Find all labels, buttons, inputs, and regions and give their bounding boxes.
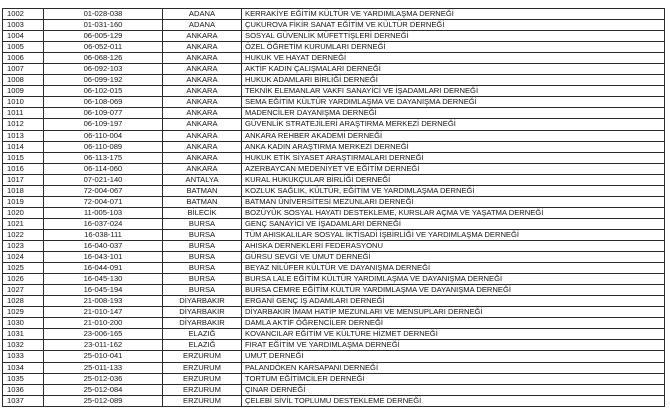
table-row xyxy=(3,130,665,141)
city-cell: BURSA xyxy=(163,240,242,251)
row-number-cell: 1031 xyxy=(3,329,44,340)
row-number-cell: 1016 xyxy=(3,163,44,174)
association-table-body xyxy=(3,9,665,407)
registry-code-cell: 23-011-162 xyxy=(44,340,163,351)
row-number-cell: 1030 xyxy=(3,318,44,329)
row-number-cell: 1025 xyxy=(3,263,44,274)
registry-code-cell: 23-006-165 xyxy=(44,329,163,340)
registry-code-cell: 07-021-140 xyxy=(44,174,163,185)
registry-code-cell: 25-010-041 xyxy=(44,351,163,362)
city-cell: ANKARA xyxy=(163,152,242,163)
association-name-cell: BOZÜYÜK SOSYAL HAYATI DESTEKLEME, KURSLAR AÇMA VE YAŞATMA DERNEĞİ xyxy=(242,207,665,218)
association-name-cell: ÇINAR DERNEĞİ xyxy=(242,384,665,395)
row-number-cell: 1021 xyxy=(3,218,44,229)
city-cell: ELAZIĞ xyxy=(163,340,242,351)
registry-code-cell: 06-114-060 xyxy=(44,163,163,174)
city-cell: ANKARA xyxy=(163,86,242,97)
association-name-cell: AHISKA DERNEKLERİ FEDERASYONU xyxy=(242,240,665,251)
city-cell: ANKARA xyxy=(163,42,242,53)
city-cell: ANKARA xyxy=(163,75,242,86)
city-cell: ERZURUM xyxy=(163,351,242,362)
table-row xyxy=(3,218,665,229)
registry-code-cell: 16-038-111 xyxy=(44,229,163,240)
table-row xyxy=(3,86,665,97)
association-name-cell: DİYARBAKIR İMAM HATİP MEZUNLARI VE MENSUPLARI DERNEĞİ xyxy=(242,307,665,318)
registry-code-cell: 25-012-089 xyxy=(44,395,163,406)
city-cell: ELAZIĞ xyxy=(163,329,242,340)
table-row xyxy=(3,185,665,196)
association-name-cell: TEKNİK ELEMANLAR VAKFI SANAYİCİ VE İŞADAMLARI DERNEĞİ xyxy=(242,86,665,97)
row-number-cell: 1033 xyxy=(3,351,44,362)
registry-code-cell: 16-045-130 xyxy=(44,274,163,285)
table-row xyxy=(3,285,665,296)
association-name-cell: HUKUK ETİK SİYASET ARAŞTIRMALARI DERNEĞİ xyxy=(242,152,665,163)
row-number-cell: 1022 xyxy=(3,229,44,240)
row-number-cell: 1034 xyxy=(3,362,44,373)
city-cell: ADANA xyxy=(163,9,242,20)
table-row xyxy=(3,9,665,20)
table-row xyxy=(3,20,665,31)
row-number-cell: 1008 xyxy=(3,75,44,86)
registry-code-cell: 06-092-103 xyxy=(44,64,163,75)
association-list-document xyxy=(2,8,664,407)
association-name-cell: HUKUK VE HAYAT DERNEĞİ xyxy=(242,53,665,64)
row-number-cell: 1019 xyxy=(3,196,44,207)
table-row xyxy=(3,42,665,53)
row-number-cell: 1028 xyxy=(3,296,44,307)
table-row xyxy=(3,141,665,152)
row-number-cell: 1026 xyxy=(3,274,44,285)
city-cell: ERZURUM xyxy=(163,362,242,373)
city-cell: ADANA xyxy=(163,20,242,31)
row-number-cell: 1029 xyxy=(3,307,44,318)
city-cell: BURSA xyxy=(163,229,242,240)
registry-code-cell: 25-012-084 xyxy=(44,384,163,395)
association-name-cell: FIRAT EĞİTİM VE YARDIMLAŞMA DERNEĞİ xyxy=(242,340,665,351)
table-row xyxy=(3,329,665,340)
table-row xyxy=(3,108,665,119)
city-cell: ANKARA xyxy=(163,163,242,174)
row-number-cell: 1032 xyxy=(3,340,44,351)
city-cell: ERZURUM xyxy=(163,373,242,384)
association-name-cell: ANKARA REHBER AKADEMİ DERNEĞİ xyxy=(242,130,665,141)
registry-code-cell: 06-068-126 xyxy=(44,53,163,64)
table-row xyxy=(3,174,665,185)
table-row xyxy=(3,252,665,263)
registry-code-cell: 06-005-129 xyxy=(44,31,163,42)
association-name-cell: AKTİF KADIN ÇALIŞMALARI DERNEĞİ xyxy=(242,64,665,75)
row-number-cell: 1013 xyxy=(3,130,44,141)
registry-code-cell: 21-010-147 xyxy=(44,307,163,318)
table-row xyxy=(3,207,665,218)
table-row xyxy=(3,64,665,75)
city-cell: BURSA xyxy=(163,252,242,263)
table-row xyxy=(3,373,665,384)
city-cell: BİLECİK xyxy=(163,207,242,218)
table-row xyxy=(3,362,665,373)
city-cell: ANTALYA xyxy=(163,174,242,185)
city-cell: ANKARA xyxy=(163,141,242,152)
row-number-cell: 1020 xyxy=(3,207,44,218)
registry-code-cell: 06-102-015 xyxy=(44,86,163,97)
row-number-cell: 1014 xyxy=(3,141,44,152)
row-number-cell: 1037 xyxy=(3,395,44,406)
table-row xyxy=(3,152,665,163)
city-cell: BATMAN xyxy=(163,196,242,207)
city-cell: ANKARA xyxy=(163,119,242,130)
association-name-cell: KERRAKİYE EĞİTİM KÜLTÜR VE YARDIMLAŞMA DERNEĞİ xyxy=(242,9,665,20)
association-name-cell: KOVANCILAR EĞİTİM VE KÜLTÜRE HİZMET DERNEĞİ xyxy=(242,329,665,340)
association-name-cell: ANKA KADIN ARAŞTIRMA MERKEZİ DERNEĞİ xyxy=(242,141,665,152)
city-cell: BURSA xyxy=(163,274,242,285)
association-name-cell: PALANDÖKEN KARSAPANI DERNEĞİ xyxy=(242,362,665,373)
association-name-cell: KOZLUK SAĞLIK, KÜLTÜR, EĞİTİM VE YARDIMLAŞMA DERNEĞİ xyxy=(242,185,665,196)
city-cell: ANKARA xyxy=(163,31,242,42)
association-name-cell: GÜRSU SEVGİ VE UMUT DERNEĞİ xyxy=(242,252,665,263)
association-name-cell: BEYAZ NİLÜFER KÜLTÜR VE DAYANIŞMA DERNEĞİ xyxy=(242,263,665,274)
city-cell: ERZURUM xyxy=(163,395,242,406)
registry-code-cell: 21-008-193 xyxy=(44,296,163,307)
registry-code-cell: 01-031-160 xyxy=(44,20,163,31)
table-row xyxy=(3,384,665,395)
association-name-cell: KURAL HUKUKÇULAR BİRLİĞİ DERNEĞİ xyxy=(242,174,665,185)
table-row xyxy=(3,75,665,86)
city-cell: ANKARA xyxy=(163,130,242,141)
association-name-cell: ERGANİ GENÇ İŞ ADAMLARI DERNEĞİ xyxy=(242,296,665,307)
row-number-cell: 1007 xyxy=(3,64,44,75)
association-name-cell: GÜVENLİK STRATEJİLERİ ARAŞTIRMA MERKEZİ DERNEĞİ xyxy=(242,119,665,130)
table-row xyxy=(3,163,665,174)
row-number-cell: 1011 xyxy=(3,108,44,119)
association-table xyxy=(2,8,665,407)
row-number-cell: 1012 xyxy=(3,119,44,130)
registry-code-cell: 06-052-011 xyxy=(44,42,163,53)
row-number-cell: 1009 xyxy=(3,86,44,97)
table-row xyxy=(3,229,665,240)
association-name-cell: BURSA CEMRE EĞİTİM KÜLTÜR YARDIMLAŞMA VE DAYANIŞMA DERNEĞİ xyxy=(242,285,665,296)
row-number-cell: 1002 xyxy=(3,9,44,20)
association-name-cell: DAMLA AKTİF ÖĞRENCİLER DERNEĞİ xyxy=(242,318,665,329)
registry-code-cell: 11-005-103 xyxy=(44,207,163,218)
city-cell: ANKARA xyxy=(163,108,242,119)
row-number-cell: 1035 xyxy=(3,373,44,384)
registry-code-cell: 16-040-037 xyxy=(44,240,163,251)
registry-code-cell: 06-109-077 xyxy=(44,108,163,119)
association-name-cell: ÇUKUROVA FİKİR SANAT EĞİTİM VE KÜLTÜR DERNEĞİ xyxy=(242,20,665,31)
city-cell: ERZURUM xyxy=(163,384,242,395)
association-name-cell: MADENCİLER DAYANIŞMA DERNEĞİ xyxy=(242,108,665,119)
city-cell: DİYARBAKIR xyxy=(163,318,242,329)
row-number-cell: 1027 xyxy=(3,285,44,296)
registry-code-cell: 01-028-038 xyxy=(44,9,163,20)
registry-code-cell: 16-043-101 xyxy=(44,252,163,263)
table-row xyxy=(3,340,665,351)
association-name-cell: SOSYAL GÜVENLİK MÜFETTİŞLERİ DERNEĞİ xyxy=(242,31,665,42)
table-row xyxy=(3,53,665,64)
city-cell: ANKARA xyxy=(163,64,242,75)
city-cell: BATMAN xyxy=(163,185,242,196)
city-cell: DİYARBAKIR xyxy=(163,296,242,307)
table-row xyxy=(3,296,665,307)
association-name-cell: UMUT DERNEĞİ xyxy=(242,351,665,362)
table-row xyxy=(3,395,665,406)
city-cell: ANKARA xyxy=(163,97,242,108)
registry-code-cell: 06-108-069 xyxy=(44,97,163,108)
association-name-cell: GENÇ SANAYİCİ VE İŞADAMLARI DERNEĞİ xyxy=(242,218,665,229)
table-row xyxy=(3,240,665,251)
table-row xyxy=(3,307,665,318)
row-number-cell: 1006 xyxy=(3,53,44,64)
row-number-cell: 1015 xyxy=(3,152,44,163)
table-row xyxy=(3,318,665,329)
city-cell: DİYARBAKIR xyxy=(163,307,242,318)
association-name-cell: SEMA EĞİTİM KÜLTÜR YARDIMLAŞMA VE DAYANIŞMA DERNEĞİ xyxy=(242,97,665,108)
registry-code-cell: 21-010-200 xyxy=(44,318,163,329)
table-row xyxy=(3,31,665,42)
association-name-cell: ÇELEBİ SİVİL TOPLUMU DESTEKLEME DERNEĞİ xyxy=(242,395,665,406)
row-number-cell: 1005 xyxy=(3,42,44,53)
row-number-cell: 1003 xyxy=(3,20,44,31)
row-number-cell: 1004 xyxy=(3,31,44,42)
registry-code-cell: 25-012-036 xyxy=(44,373,163,384)
association-name-cell: HUKUK ADAMLARI BİRLİĞİ DERNEĞİ xyxy=(242,75,665,86)
registry-code-cell: 72-004-067 xyxy=(44,185,163,196)
city-cell: BURSA xyxy=(163,218,242,229)
registry-code-cell: 16-037-024 xyxy=(44,218,163,229)
row-number-cell: 1018 xyxy=(3,185,44,196)
table-row xyxy=(3,97,665,108)
registry-code-cell: 16-044-091 xyxy=(44,263,163,274)
table-row xyxy=(3,274,665,285)
association-name-cell: ÖZEL ÖĞRETİM KURUMLARI DERNEĞİ xyxy=(242,42,665,53)
city-cell: BURSA xyxy=(163,285,242,296)
table-row xyxy=(3,263,665,274)
registry-code-cell: 06-109-197 xyxy=(44,119,163,130)
registry-code-cell: 06-113-175 xyxy=(44,152,163,163)
association-name-cell: TORTUM EĞİTİMCİLER DERNEĞİ xyxy=(242,373,665,384)
table-row xyxy=(3,119,665,130)
city-cell: BURSA xyxy=(163,263,242,274)
row-number-cell: 1010 xyxy=(3,97,44,108)
registry-code-cell: 25-011-133 xyxy=(44,362,163,373)
city-cell: ANKARA xyxy=(163,53,242,64)
table-row xyxy=(3,196,665,207)
registry-code-cell: 72-004-071 xyxy=(44,196,163,207)
registry-code-cell: 06-099-192 xyxy=(44,75,163,86)
association-name-cell: TÜM AHISKALILAR SOSYAL İKTİSADİ İŞBİRLİĞİ VE YARDIMLAŞMA DERNEĞİ xyxy=(242,229,665,240)
row-number-cell: 1023 xyxy=(3,240,44,251)
registry-code-cell: 06-110-004 xyxy=(44,130,163,141)
registry-code-cell: 06-110-089 xyxy=(44,141,163,152)
row-number-cell: 1024 xyxy=(3,252,44,263)
registry-code-cell: 16-045-194 xyxy=(44,285,163,296)
table-row xyxy=(3,351,665,362)
row-number-cell: 1017 xyxy=(3,174,44,185)
association-name-cell: AZERBAYCAN MEDENİYET VE EĞİTİM DERNEĞİ xyxy=(242,163,665,174)
row-number-cell: 1036 xyxy=(3,384,44,395)
association-name-cell: BATMAN ÜNİVERSİTESİ MEZUNLARI DERNEĞİ xyxy=(242,196,665,207)
association-name-cell: BURSA LALE EĞİTİM KÜLTÜR YARDIMLAŞMA VE DAYANIŞMA DERNEĞİ xyxy=(242,274,665,285)
